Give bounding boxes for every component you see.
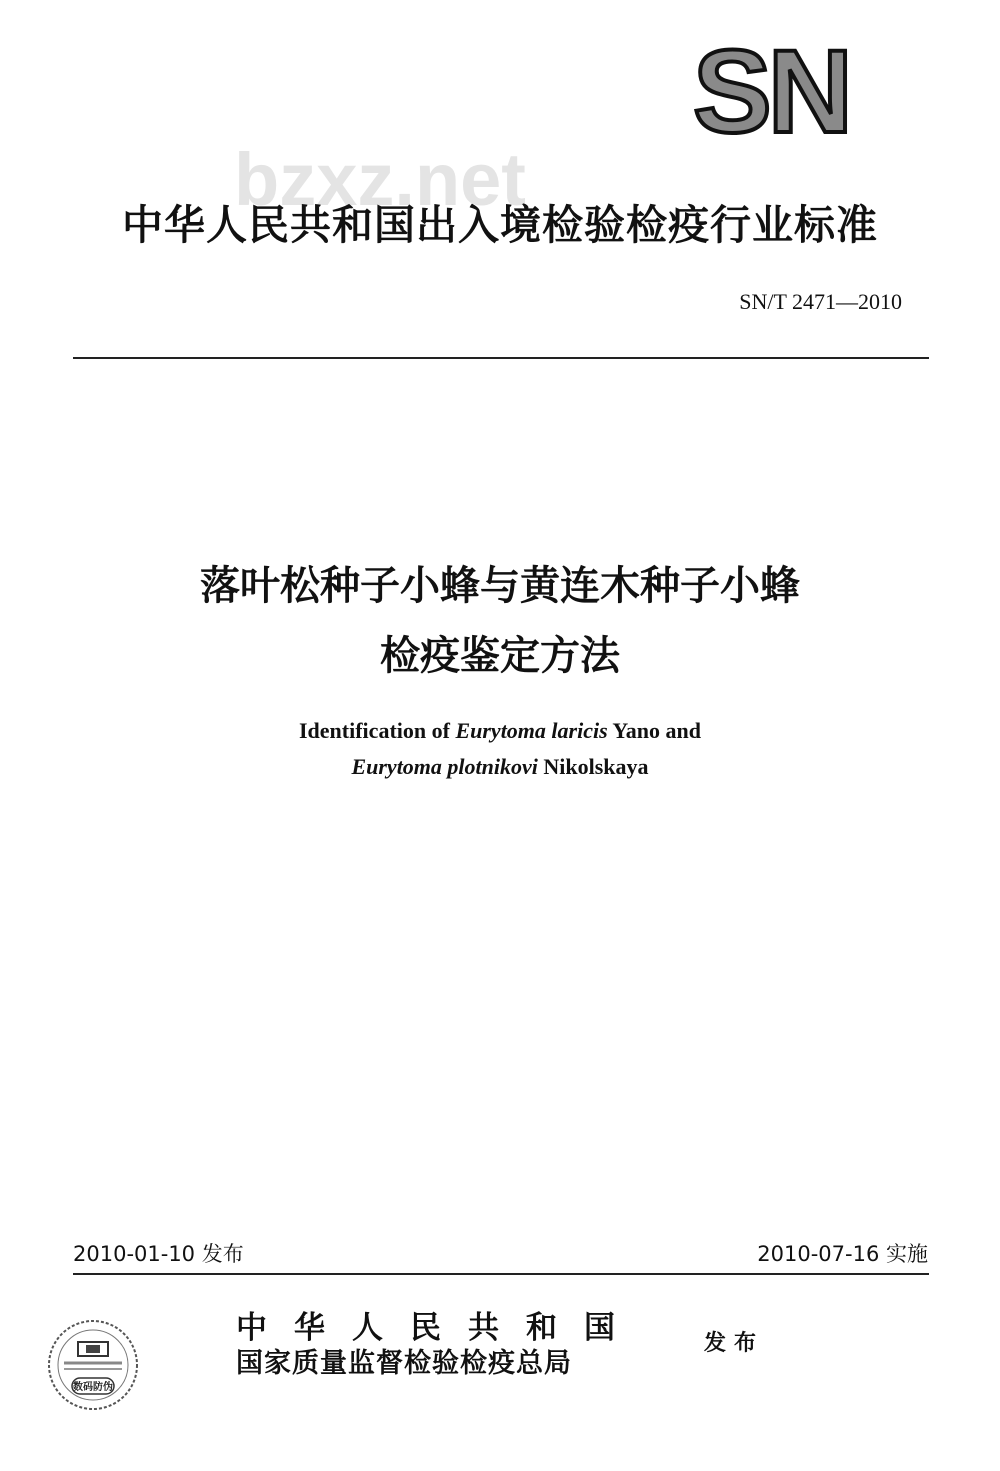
publish-label: 发布: [704, 1330, 765, 1356]
english-title-line-1: [100, 715, 900, 747]
seal-label: 数码防伪: [73, 1382, 113, 1393]
watermark: bzxz.net: [234, 138, 526, 221]
english-title-line-2: [100, 751, 900, 783]
chinese-title-line-2: 检疫鉴定方法: [380, 633, 620, 679]
species-name-2: Eurytoma plotnikovi: [351, 754, 538, 779]
publisher-country: 中华人民共和国: [236, 1310, 642, 1346]
english-title-suffix-1: Yano and: [607, 718, 701, 743]
top-divider: [73, 357, 929, 359]
standard-code: SN/T 2471—2010: [739, 289, 902, 314]
species-name-1: Eurytoma laricis: [455, 718, 608, 743]
english-title-suffix-2: Nikolskaya: [537, 754, 649, 779]
publisher-block: [236, 1310, 681, 1382]
effective-date: 2010-07-16 实施: [757, 1242, 928, 1266]
bottom-divider: [73, 1273, 929, 1275]
issue-date: 2010-01-10 发布: [73, 1242, 244, 1266]
chinese-title-line-1: 落叶松种子小蜂与黄连木种子小蜂: [200, 563, 800, 609]
english-title-prefix: Identification of: [299, 718, 456, 743]
sn-logo: SN: [693, 26, 849, 158]
industry-standard-title: 中华人民共和国出入境检验检疫行业标准: [122, 201, 878, 249]
anti-counterfeit-seal: [46, 1318, 140, 1412]
publisher-agency: 国家质量监督检验检疫总局: [236, 1348, 572, 1379]
